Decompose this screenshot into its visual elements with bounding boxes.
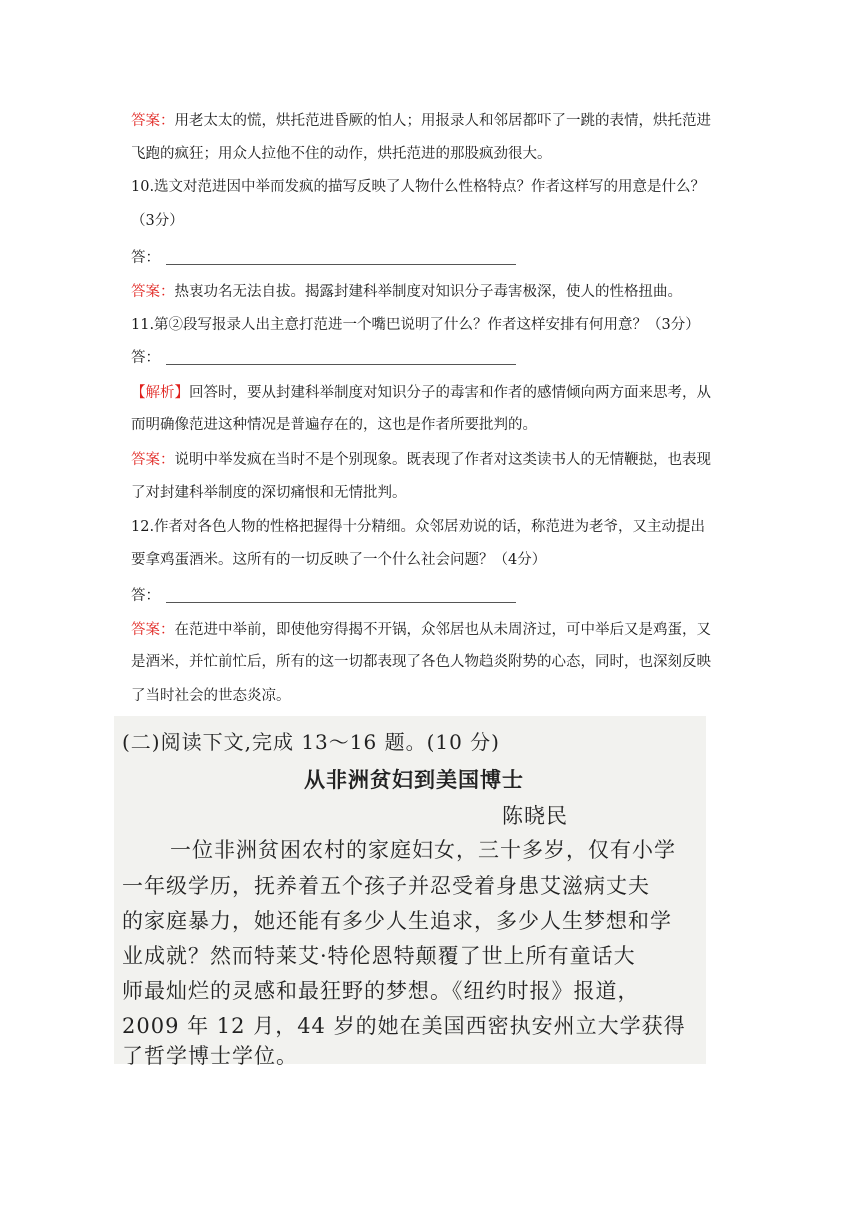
q12-answer-prompt: 答： xyxy=(131,586,516,606)
passage-author: 陈晓民 xyxy=(502,804,568,828)
q10-answer-prompt: 答： xyxy=(131,248,516,268)
q10-answer-line xyxy=(131,282,682,302)
q11-answer-text-1: 说明中举发疯在当时不是个别现象。既表现了作者对这类读书人的无情鞭挞，也表现 xyxy=(174,452,711,468)
q11-question: 11.第②段写报录人出主意打范进一个嘴巴说明了什么？作者这样安排有何用意？（3分） xyxy=(131,317,700,333)
q11-analysis-line-1 xyxy=(131,383,711,403)
passage-line-2: 一年级学历，抚养着五个孩子并忍受着身患艾滋病丈夫 xyxy=(122,874,650,898)
q12-question-1: 12.作者对各色人物的性格把握得十分精细。众邻居劝说的话，称范进为老爷，又主动提出 xyxy=(131,519,706,535)
q12-answer-text-1: 在范进中举前，即使他穷得揭不开锅，众邻居也从未周济过，可中举后又是鸡蛋，又 xyxy=(174,622,711,638)
q9-answer-line-1 xyxy=(131,111,711,131)
q11-answer-blank[interactable] xyxy=(166,352,516,365)
answer-label: 答案： xyxy=(131,284,175,300)
passage-line-7: 了哲学博士学位。 xyxy=(122,1044,298,1068)
answer-label: 答案： xyxy=(131,622,175,638)
q10-question-2: （3分） xyxy=(131,213,184,229)
q12-answer-text-2: 是酒米，并忙前忙后，所有的这一切都表现了各色人物趋炎附势的心态，同时，也深刻反映 xyxy=(131,654,711,670)
passage-title: 从非洲贫妇到美国博士 xyxy=(304,768,524,792)
answer-label: 答案： xyxy=(131,452,175,468)
q10-answer-text: 热衷功名无法自拔。揭露封建科举制度对知识分子毒害极深，使人的性格扭曲。 xyxy=(174,284,682,300)
q11-answer-text-2: 了对封建科举制度的深切痛恨和无情批判。 xyxy=(131,485,407,501)
analysis-label: 【解析】 xyxy=(131,385,189,401)
q9-answer-text-1: 用老太太的慌，烘托范进昏厥的怕人；用报录人和邻居都吓了一跳的表情，烘托范进 xyxy=(174,113,711,129)
q12-answer-line-1 xyxy=(131,620,711,640)
q11-answer-prompt: 答： xyxy=(131,348,516,368)
q12-question-2: 要拿鸡蛋酒米。这所有的一切反映了一个什么社会问题？（4分） xyxy=(131,552,547,568)
q11-analysis-text-2: 而明确像范进这种情况是普遍存在的，这也是作者所要批判的。 xyxy=(131,417,537,433)
answer-label: 答案： xyxy=(131,113,175,129)
q9-answer-text-2: 飞跑的疯狂；用众人拉他不住的动作，烘托范进的那股疯劲很大。 xyxy=(131,146,552,162)
q12-answer-blank[interactable] xyxy=(166,590,516,603)
q10-answer-blank[interactable] xyxy=(166,252,516,265)
passage-line-1: 一位非洲贫困农村的家庭妇女，三十多岁，仅有小学 xyxy=(170,838,676,862)
q10-question-1: 10.选文对范进因中举而发疯的描写反映了人物什么性格特点？作者这样写的用意是什么？ xyxy=(131,179,706,195)
q11-analysis-text-1: 回答时，要从封建科举制度对知识分子的毒害和作者的感情倾向两方面来思考，从 xyxy=(189,385,711,401)
passage-line-6: 2009 年 12 月，44 岁的她在美国西密执安州立大学获得 xyxy=(122,1014,686,1038)
scanned-passage xyxy=(114,716,706,1068)
passage-heading: (二)阅读下文,完成 13～16 题。(10 分) xyxy=(122,730,500,754)
q11-answer-line-1 xyxy=(131,450,711,470)
passage-line-4: 业成就？然而特莱艾·特伦恩特颠覆了世上所有童话大 xyxy=(122,944,636,968)
q12-answer-text-3: 了当时社会的世态炎凉。 xyxy=(131,688,291,704)
passage-line-5: 师最灿烂的灵感和最狂野的梦想。《纽约时报》报道， xyxy=(122,979,640,1003)
passage-line-3: 的家庭暴力，她还能有多少人生追求，多少人生梦想和学 xyxy=(122,909,672,933)
